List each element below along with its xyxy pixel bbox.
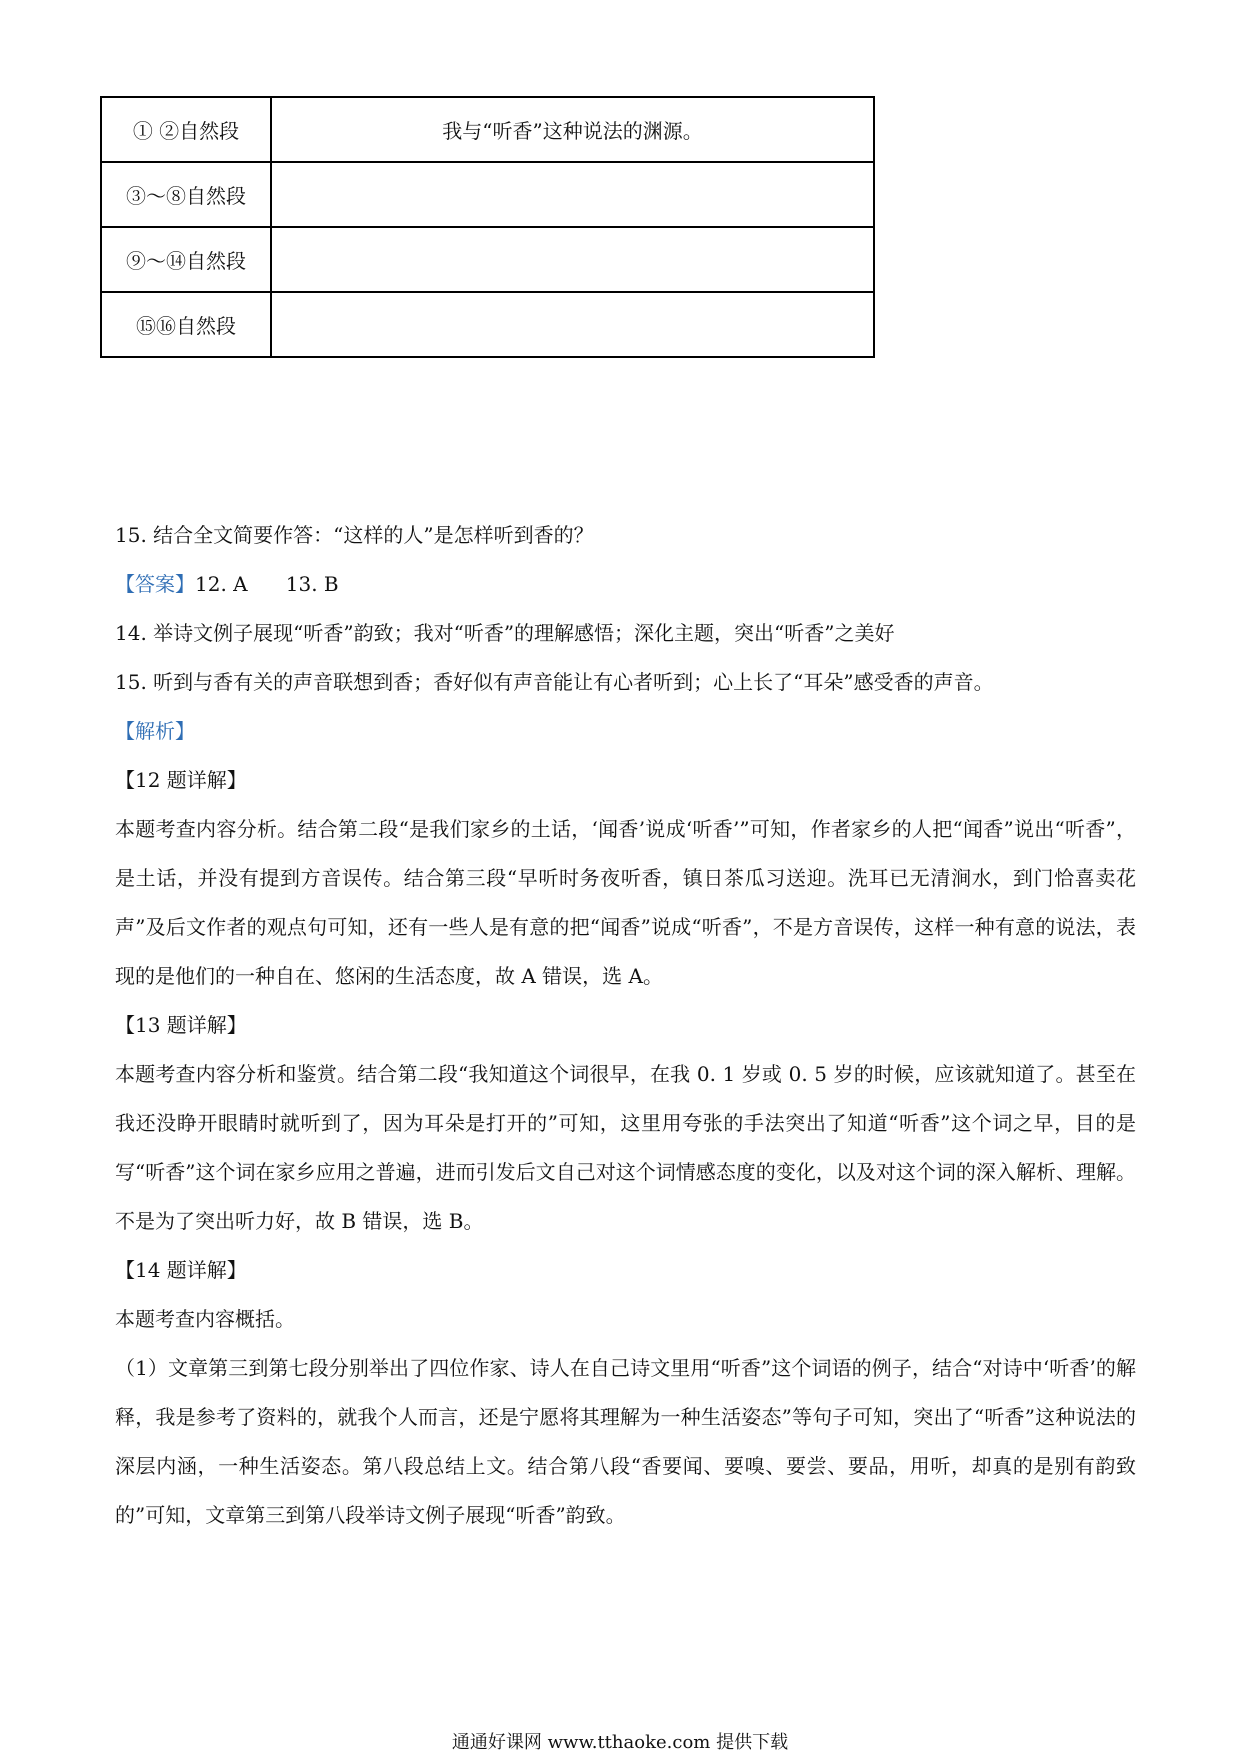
table-row <box>101 292 874 357</box>
analysis-14-intro: 本题考查内容概括。 <box>115 1307 295 1331</box>
question-15: 15. 结合全文简要作答：“这样的人”是怎样听到香的？ <box>115 523 594 547</box>
heading-13: 【13 题详解】 <box>115 1013 247 1037</box>
paragraph-summary-table <box>100 96 875 358</box>
content-cell <box>271 292 874 357</box>
analysis-13: 本题考查内容分析和鉴赏。结合第二段“我知道这个词很早，在我 0. 1 岁或 0. 5 岁的时候，应该就知道了。甚至在我还没睁开眼睛时就听到了，因为耳朵是打开的”可知，这里用夸张的手法突出了知道“听香”这个词之早，目的是写“听香”这个词在家乡应用之普遍，进而引发后文自己对这个词情感态度的变化，以及对这个词的深入解析、理解。不是为了突出听力好，故 B 错误，选 B。 <box>115 1062 1136 1233</box>
content-cell: 我与“听香”这种说法的渊源。 <box>271 97 874 162</box>
para-cell: ③～⑧自然段 <box>101 162 271 227</box>
document-body <box>115 511 1136 1540</box>
heading-14: 【14 题详解】 <box>115 1258 247 1282</box>
para-cell: ⑮⑯自然段 <box>101 292 271 357</box>
table-row <box>101 227 874 292</box>
footer-source: 通通好课网 www.tthaoke.com 提供下载 <box>451 1732 789 1753</box>
para-cell: ⑨～⑭自然段 <box>101 227 271 292</box>
para-cell: ① ②自然段 <box>101 97 271 162</box>
answer-line <box>115 560 1136 609</box>
answer-12-13: 12. A 13. B <box>195 572 339 596</box>
content-cell <box>271 162 874 227</box>
answer-14: 14. 举诗文例子展现“听香”韵致；我对“听香”的理解感悟；深化主题，突出“听香”之美好 <box>115 621 895 645</box>
analysis-label: 【解析】 <box>115 719 195 743</box>
heading-12: 【12 题详解】 <box>115 768 247 792</box>
answer-label: 【答案】 <box>115 572 195 596</box>
table-row <box>101 97 874 162</box>
table-row <box>101 162 874 227</box>
content-cell <box>271 227 874 292</box>
analysis-14-point1: （1）文章第三到第七段分别举出了四位作家、诗人在自己诗文里用“听香”这个词语的例子，结合“对诗中‘听香’的解释，我是参考了资料的，就我个人而言，还是宁愿将其理解为一种生活姿态”等句子可知，突出了“听香”这种说法的深层内涵，一种生活姿态。第八段总结上文。结合第八段“香要闻、要嗅、要尝、要品，用听，却真的是别有韵致的”可知，文章第三到第八段举诗文例子展现“听香”韵致。 <box>115 1356 1136 1527</box>
answer-15: 15. 听到与香有关的声音联想到香；香好似有声音能让有心者听到；心上长了“耳朵”感受香的声音。 <box>115 670 994 694</box>
analysis-12: 本题考查内容分析。结合第二段“是我们家乡的土话，‘闻香’说成‘听香’”可知，作者家乡的人把“闻香”说出“听香”，是土话，并没有提到方音误传。结合第三段“早听时务夜听香，镇日茶瓜习送迎。洗耳已无清涧水，到门恰喜卖花声”及后文作者的观点句可知，还有一些人是有意的把“闻香”说成“听香”，不是方音误传，这样一种有意的说法，表现的是他们的一种自在、悠闲的生活态度，故 A 错误，选 A。 <box>115 817 1136 988</box>
